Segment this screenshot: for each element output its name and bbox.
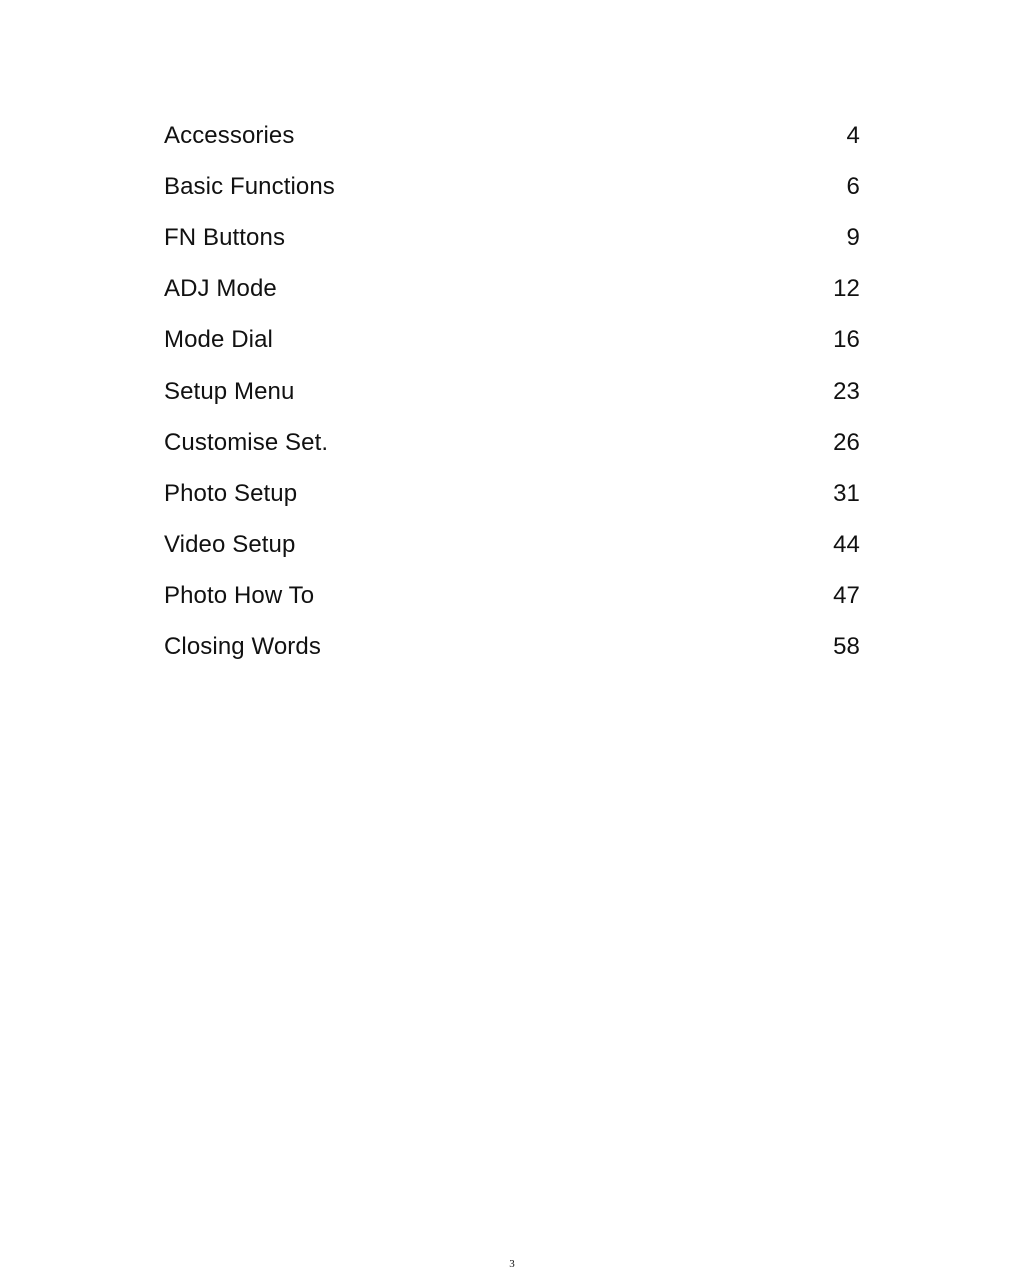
toc-entry-page: 16: [833, 326, 860, 354]
toc-entry-title: Mode Dial: [164, 326, 273, 354]
toc-entry-fn-buttons: [164, 212, 860, 263]
toc-entry-title: Customise Set.: [164, 428, 329, 456]
toc-entry-title: Video Setup: [164, 531, 296, 559]
toc-entry-page: 31: [833, 479, 860, 507]
toc-entry-adj-mode: [164, 264, 860, 315]
toc-entry-title: Photo Setup: [164, 479, 298, 507]
toc-entry-accessories: [164, 110, 860, 161]
toc-entry-title: Photo How To: [164, 582, 315, 610]
table-of-contents: [164, 110, 860, 673]
toc-entry-page: 26: [833, 428, 860, 456]
toc-entry-title: Accessories: [164, 121, 295, 149]
toc-entry-page: 47: [833, 582, 860, 610]
toc-entry-closing-words: [164, 622, 860, 673]
toc-entry-page: 23: [833, 377, 860, 405]
toc-entry-basic-functions: [164, 161, 860, 212]
toc-entry-title: ADJ Mode: [164, 275, 277, 303]
toc-entry-page: 6: [846, 172, 860, 200]
toc-entry-page: 4: [846, 121, 860, 149]
toc-entry-page: 44: [833, 531, 860, 559]
toc-entry-photo-how-to: [164, 571, 860, 622]
toc-entry-title: Basic Functions: [164, 172, 335, 200]
toc-entry-title: Closing Words: [164, 633, 321, 661]
toc-entry-customise-set: [164, 417, 860, 468]
toc-entry-video-setup: [164, 520, 860, 571]
toc-entry-mode-dial: [164, 315, 860, 366]
toc-entry-page: 9: [846, 223, 860, 251]
toc-entry-page: 12: [833, 275, 860, 303]
toc-entry-setup-menu: [164, 366, 860, 417]
toc-entry-page: 58: [833, 633, 860, 661]
page-number: 3: [509, 1258, 515, 1270]
toc-entry-photo-setup: [164, 468, 860, 519]
toc-entry-title: Setup Menu: [164, 377, 295, 405]
toc-entry-title: FN Buttons: [164, 223, 286, 251]
